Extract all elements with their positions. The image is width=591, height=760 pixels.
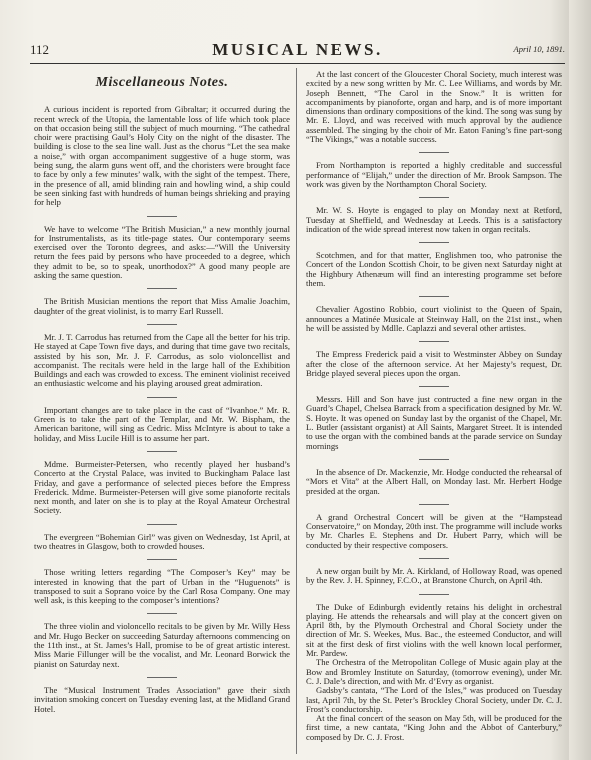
- paragraph: The “Musical Instrument Trades Association” gave their sixth invitation smoking concert on Tuesday evening last, at the Midland Grand Hotel.: [34, 684, 290, 714]
- paragraph: At the last concert of the Gloucester Choral Society, much interest was excited by a new song written by Mr. C. Lee Williams, and words by Mr. Joseph Bennett, “The Carol in the Snow.” It is written for accompaniments by pianoforte, organ and harp, and is of more important dimensions than ordinary compositions of the kind. The song was sung by Mr. E. Lloyd, and was received with much approval by the audience assembled. The singing by the choir of Mr. Eaton Faning’s fine part-song “The Vikings,” was a notable success.: [306, 69, 562, 145]
- paragraph: Important changes are to take place in the cast of “Ivanhoe.” Mr. R. Green is to take the part of the Templar, and Mr. W. Bispham, the American baritone, will sing as Cedric. Miss McIntyre is about to take a holiday, and Miss Lucile Hill is to assume her part.: [34, 404, 290, 443]
- separator: [419, 242, 449, 243]
- paragraph: In the absence of Dr. Mackenzie, Mr. Hodge conducted the rehearsal of “Mors et Vita” at the Albert Hall, on Monday last. Mr. Herbert Hodge presided at the organ.: [306, 466, 562, 496]
- paragraph: Scotchmen, and for that matter, Englishmen too, who patronise the Concert of the London Scottish Choir, to be given next Saturday night at the Highbury Athenæum will find an interesting programme set before them.: [306, 250, 562, 289]
- page-header: [30, 40, 565, 60]
- separator: [147, 524, 177, 525]
- paragraph: Those writing letters regarding “The Composer’s Key” may be interested in knowing that the part of Urban in the “Huguenots” is transposed to suit a Soprano voice by the Carl Rosa Company. One may well ask, is this keeping to the composer’s intentions?: [34, 567, 290, 606]
- separator: [419, 152, 449, 153]
- separator: [147, 559, 177, 560]
- separator: [147, 451, 177, 452]
- paragraph: A curious incident is reported from Gibraltar; it occurred during the recent wreck of the Utopia, the lamentable loss of life which took place on that occasion being still the subject of much mourning. “The cathedral choir were practising Gaul’s Holy City on the night of the disaster. The building is close to the sea line wall. Just as the chorus “Let the sea make a noise,” with organ accompaniment suggestive of a huge storm, was being sung, the alarm guns went off, and the choristers were brought face to face by only a few minutes’ walk, with the sight of the tempest. There, in the presence of all, amid blinding rain and howling wind, a ship could be seen sinking fast with hundreds of human beings shrieking and praying for help: [34, 104, 290, 208]
- paragraph: From Northampton is reported a highly creditable and successful performance of “Elijah,” under the direction of Mr. Brook Sampson. The work was given by the Northampton Choral Society.: [306, 160, 562, 189]
- separator: [419, 296, 449, 297]
- paragraph: The evergreen “Bohemian Girl” was given on Wednesday, 1st April, at two theatres in Glasgow, both to crowded houses.: [34, 531, 290, 551]
- paragraph: Chevalier Agostino Robbio, court violinist to the Queen of Spain, announces a Matinée Musicale at Steinway Hall, on the 21st inst., when he will be assisted by Mdlle. Caplazzi and several other artistes.: [306, 304, 562, 333]
- separator: [147, 288, 177, 289]
- paragraph: Mr. W. S. Hoyte is engaged to play on Monday next at Retford, Tuesday at Sheffield, and Wednesday at Leeds. This is a satisfactory indication of the wide spread interest now taken in organ recitals.: [306, 205, 562, 234]
- separator: [147, 216, 177, 217]
- separator: [419, 504, 449, 505]
- left-column: [34, 70, 290, 714]
- paragraph: Messrs. Hill and Son have just contructed a fine new organ in the Guard’s Chapel, Chelsea Barrack from a specification designed by Mr. W. S. Hoyte. It was opened on Sunday last by the organist of the Chapel, Mr. L. Butler (assistant organist) at All Saints, Margaret Street. It is intended to use the organ with the combined bands at the parade service on Sunday mornings: [306, 394, 562, 451]
- paragraph: Mdme. Burmeister-Petersen, who recently played her husband’s Concerto at the Crystal Palace, was invited to Buckingham Palace last Friday, and gave a performance of selected pieces before the Empress Frederick. Mdme. Burmeister-Petersen will give some pianoforte recitals next month, and later on she is to play at the Royal Amateur Orchestral Society.: [34, 458, 290, 516]
- separator: [419, 558, 449, 559]
- paragraph: We have to welcome “The British Musician,” a new monthly journal for Instrumentalists, as its title-page states. Our contemporary seems exercised over the Toronto degrees, and asks:—“Will the University return the fees paid by persons who have proceeded to a degree, which they admit to be, so to speak, unorthodox?” A good many people are asking the same question.: [34, 223, 290, 281]
- separator: [147, 324, 177, 325]
- paragraph: A new organ built by Mr. A. Kirkland, of Holloway Road, was opened by the Rev. J. H. Spinney, F.C.O., at Branstone Church, on April 4th.: [306, 565, 562, 586]
- separator: [147, 613, 177, 614]
- masthead: MUSICAL NEWS.: [212, 40, 383, 59]
- paragraph: The Duke of Edinburgh evidently retains his delight in orchestral playing. He attends the rehearsals and will play at the concert given on April 8th, by the Plymouth Orchestral and Choral Society under the direction of Mr. S. Weekes, Mus. Bac., the esteemed Conductor, and will sit at the first desk of first violins with the well known local performer, Mr. Pardew.: [306, 601, 562, 659]
- header-rule: [30, 63, 565, 64]
- paragraph: At the final concert of the season on May 5th, will be produced for the first time, a new cantata, “King John and the Abbot of Canterbury,” composed by Dr. C. J. Frost.: [306, 713, 562, 742]
- separator: [147, 677, 177, 678]
- paragraph: The Empress Frederick paid a visit to Westminster Abbey on Sunday after the close of the afternoon service. At her Majesty’s request, Dr. Bridge played several pieces upon the organ.: [306, 349, 562, 378]
- paragraph: Mr. J. T. Carrodus has returned from the Cape all the better for his trip. He stayed at Cape Town five days, and during that time gave two recitals, assisted by his son, Mr. J. F. Carrodus, as solo violoncellist and accompanist. The recitals were held in the large hall of the Exhibition Buildings and each was crowded to excess. The eminent violinist received an enthusiastic welcome and his playing aroused great admiration.: [34, 331, 290, 389]
- paragraph: The Orchestra of the Metropolitan College of Music again play at the Bow and Bromley Institute on Saturday, (tomorrow evening), under Mr. C. J. Dale’s direction, and with Mr. d’Evry as organist.: [306, 657, 562, 686]
- separator: [419, 197, 449, 198]
- paragraph: A grand Orchestral Concert will be given at the “Hampstead Conservatoire,” on Monday, 20th inst. The programme will include works by Mr. Charles E. Stephens and Dr. Hubert Parry, which will be conducted by their respective composers.: [306, 511, 562, 550]
- separator: [419, 459, 449, 460]
- column-divider: [296, 68, 297, 754]
- page-number: 112: [30, 42, 50, 57]
- paragraph: The three violin and violoncello recitals to be given by Mr. Willy Hess and Mr. Hugo Becker on succeeding Saturday afternoons commencing on the 11th inst., at St. James’s Hall, promise to be of great artistic interest. Miss Marie Fillunger will be the vocalist, and Mr. Leonard Borwick the pianist on Saturday next.: [34, 621, 290, 669]
- right-column: [306, 70, 562, 742]
- paragraph: Gadsby’s cantata, “The Lord of the Isles,” was produced on Tuesday last, April 7th, by the St. Peter’s Brockley Choral Society, under Dr. C. J. Frost’s conductorship.: [306, 685, 562, 714]
- separator: [419, 341, 449, 342]
- separator: [419, 594, 449, 595]
- section-title: Miscellaneous Notes.: [95, 75, 229, 90]
- paragraph: The British Musician mentions the report that Miss Amalie Joachim, daughter of the great violinist, is to marry Earl Russell.: [34, 296, 290, 316]
- adjacent-page-edge: [569, 0, 591, 760]
- separator: [419, 386, 449, 387]
- separator: [147, 397, 177, 398]
- issue-date: April 10, 1891.: [513, 44, 565, 54]
